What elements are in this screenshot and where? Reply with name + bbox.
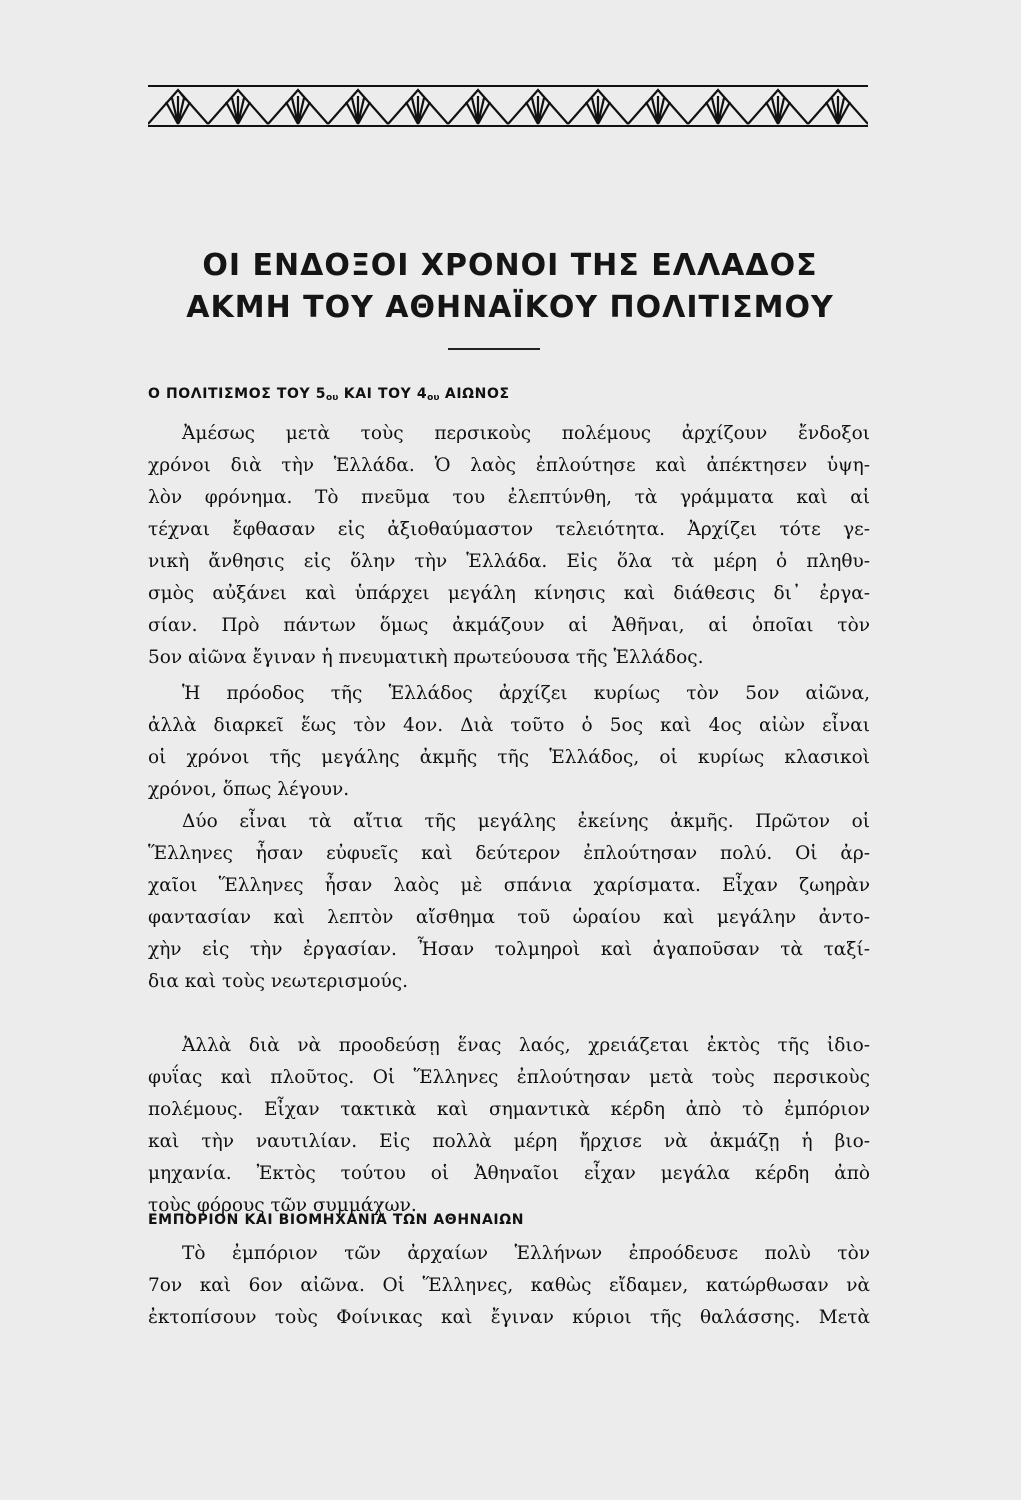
text-line: δια καὶ τοὺς νεωτερισμούς. xyxy=(148,971,408,992)
text-line: τοὺς φόρους τῶν συμμάχων. xyxy=(148,1195,417,1216)
text-line: χρόνοι, ὅπως λέγουν. xyxy=(148,779,350,800)
text-line: πολέμους. Εἶχαν τακτικὰ καὶ σημαντικὰ κέρδη ἀπὸ τὸ ἐμπόριον xyxy=(148,1099,870,1120)
text-line: Δύο εἶναι τὰ αἴτια τῆς μεγάλης ἐκείνης ἀκμῆς. Πρῶτον οἱ xyxy=(182,811,870,832)
section-heading-trade-industry: ΕΜΠΟΡΙΟΝ ΚΑΙ ΒΙΟΜΗΧΑΝΙΑ ΤΩΝ ΑΘΗΝΑΙΩΝ xyxy=(148,1212,525,1228)
text-line: τέχναι ἔφθασαν εἰς ἀξιοθαύμαστον τελειότητα. Ἀρχίζει τότε γε- xyxy=(148,519,870,540)
paragraph-2 xyxy=(148,678,870,806)
text-line: ἀλλὰ διαρκεῖ ἕως τὸν 4ον. Διὰ τοῦτο ὁ 5ος καὶ 4ος αἰὼν εἶναι xyxy=(148,715,870,736)
text-line: 5ον αἰῶνα ἔγιναν ἡ πνευματικὴ πρωτεύουσα τῆς Ἑλλάδος. xyxy=(148,647,704,668)
decorative-border-ornament xyxy=(148,82,868,130)
text-line: σίαν. Πρὸ πάντων ὅμως ἀκμάζουν αἱ Ἀθῆναι, αἱ ὁποῖαι τὸν xyxy=(148,615,870,636)
paragraph-4 xyxy=(148,1030,870,1222)
text-line: 7ον καὶ 6ον αἰῶνα. Οἱ Ἕλληνες, καθὼς εἴδαμεν, κατώρθωσαν νὰ xyxy=(148,1275,870,1296)
text-line: Ἀλλὰ διὰ νὰ προοδεύσῃ ἕνας λαός, χρειάζεται ἐκτὸς τῆς ἰδιο- xyxy=(182,1035,870,1056)
text-line: νικὴ ἄνθησις εἰς ὅλην τὴν Ἑλλάδα. Εἰς ὅλα τὰ μέρη ὁ πληθυ- xyxy=(148,551,870,572)
chapter-title-line-2: ΑΚΜΗ ΤΟΥ ΑΘΗΝΑΪΚΟΥ ΠΟΛΙΤΙΣΜΟΥ xyxy=(186,290,834,325)
paragraph-3 xyxy=(148,806,870,998)
text-line: φυΐας καὶ πλοῦτος. Οἱ Ἕλληνες ἐπλούτησαν μετὰ τοὺς περσικοὺς xyxy=(148,1067,870,1088)
text-line: οἱ χρόνοι τῆς μεγάλης ἀκμῆς τῆς Ἑλλάδος, οἱ κυρίως κλασικοὶ xyxy=(148,747,870,768)
text-line: χαῖοι Ἕλληνες ἦσαν λαὸς μὲ σπάνια χαρίσματα. Εἶχαν ζωηρὰν xyxy=(148,875,870,896)
paragraph-5 xyxy=(148,1238,870,1334)
text-line: μηχανία. Ἐκτὸς τούτου οἱ Ἀθηναῖοι εἶχαν μεγάλα κέρδη ἀπὸ xyxy=(148,1163,870,1184)
text-line: χὴν εἰς τὴν ἐργασίαν. Ἦσαν τολμηροὶ καὶ ἀγαποῦσαν τὰ ταξί- xyxy=(148,939,870,960)
title-divider xyxy=(448,348,540,350)
text-line: χρόνοι διὰ τὴν Ἑλλάδα. Ὁ λαὸς ἐπλούτησε καὶ ἀπέκτησεν ὑψη- xyxy=(148,455,870,476)
chapter-title-line-1: ΟΙ ΕΝΔΟΞΟΙ ΧΡΟΝΟΙ ΤΗΣ ΕΛΛΑΔΟΣ xyxy=(202,248,818,283)
text-line: καὶ τὴν ναυτιλίαν. Εἰς πολλὰ μέρη ἤρχισε νὰ ἀκμάζῃ ἡ βιο- xyxy=(148,1131,870,1152)
text-line: φαντασίαν καὶ λεπτὸν αἴσθημα τοῦ ὡραίου καὶ μεγάλην ἀντο- xyxy=(148,907,870,928)
text-line: λὸν φρόνημα. Τὸ πνεῦμα του ἐλεπτύνθη, τὰ γράμματα καὶ αἱ xyxy=(148,487,870,508)
text-line: Τὸ ἐμπόριον τῶν ἀρχαίων Ἑλλήνων ἐπροόδευσε πολὺ τὸν xyxy=(182,1243,870,1264)
text-line: Ἡ πρόοδος τῆς Ἑλλάδος ἀρχίζει κυρίως τὸν 5ον αἰῶνα, xyxy=(182,683,870,704)
text-line: Ἀμέσως μετὰ τοὺς περσικοὺς πολέμους ἀρχίζουν ἔνδοξοι xyxy=(182,423,870,444)
text-line: Ἕλληνες ἦσαν εὐφυεῖς καὶ δεύτερον ἐπλούτησαν πολύ. Οἱ ἀρ- xyxy=(148,843,870,864)
text-line: ἐκτοπίσουν τοὺς Φοίνικας καὶ ἔγιναν κύριοι τῆς θαλάσσης. Μετὰ xyxy=(148,1307,870,1328)
text-line: σμὸς αὐξάνει καὶ ὑπάρχει μεγάλη κίνησις καὶ διάθεσις δι᾽ ἐργα- xyxy=(148,583,870,604)
paragraph-1 xyxy=(148,418,870,674)
section-heading-culture: Ο ΠΟΛΙΤΙΣΜΟΣ ΤΟΥ $5_{o\upsilon}$ ΚΑΙ ΤΟΥ $4_{o\upsilon}$ ΑΙΩΝΟΣ xyxy=(148,386,510,403)
